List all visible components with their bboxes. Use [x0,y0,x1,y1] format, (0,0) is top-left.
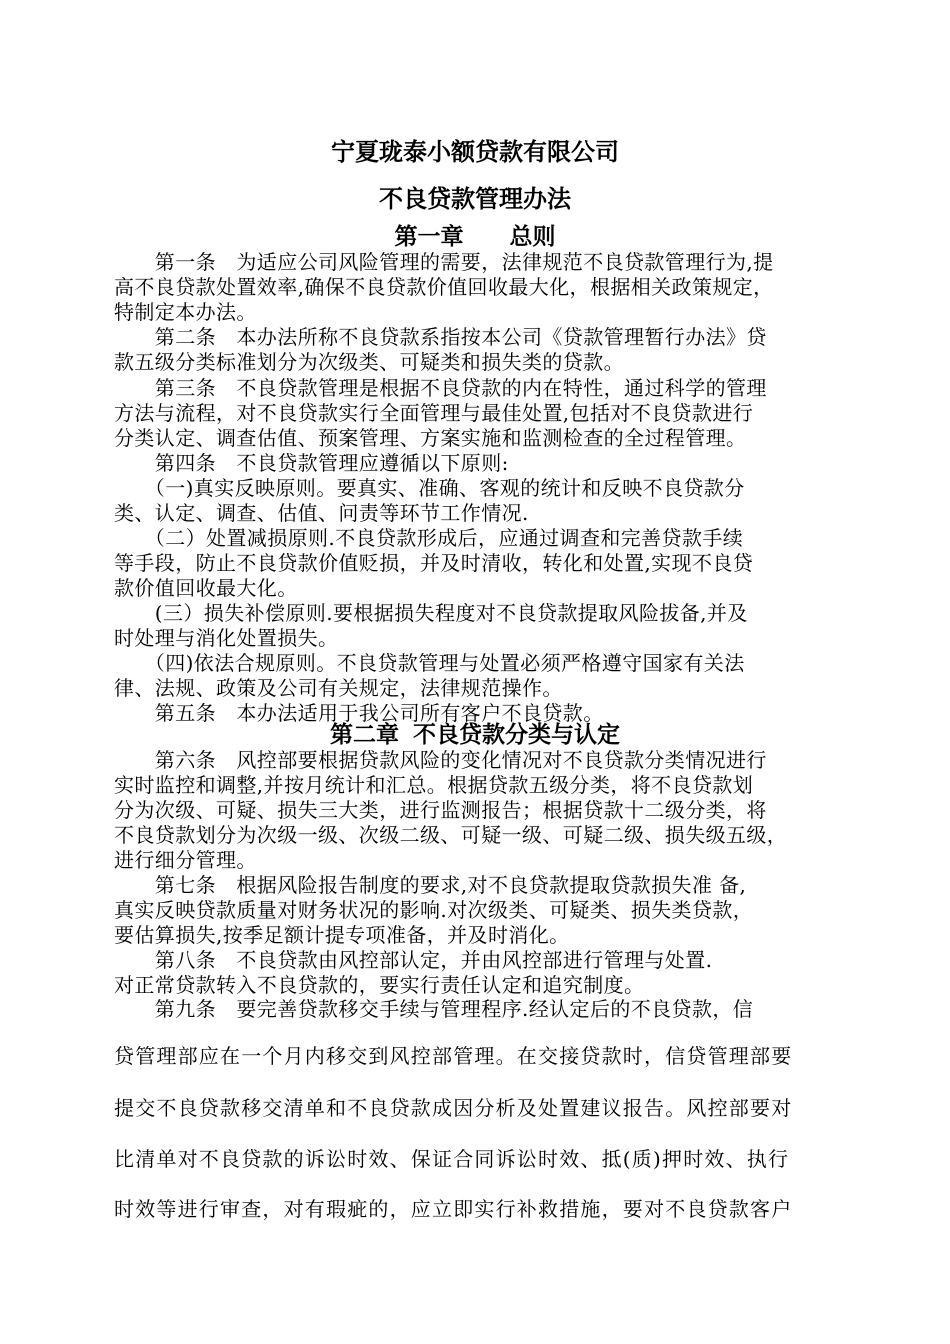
text-line: 贷管理部应在一个月内移交到风控部管理。在交接贷款时，信贷管理部要 [114,1044,793,1068]
text-line: 不良贷款划分为次级一级、次级二级、可疑一级、可疑二级、损失级五级， [114,823,788,847]
text-line: 第六条 风控部要根据贷款风险的变化情况对不良贷款分类情况进行 [114,748,767,772]
chapter-number: 第一章 [394,224,464,250]
text-line: 实时监控和调整,并按月统计和汇总。根据贷款五级分类，将不良贷款划 [114,773,754,797]
text-line: 款五级分类标准划分为次级类、可疑类和损失类的贷款。 [114,350,624,374]
text-line: 律、法规、政策及公司有关规定，法律规范操作。 [114,676,563,700]
text-line: （一)真实反映原则。要真实、准确、客观的统计和反映不良贷款分 [114,476,745,500]
text-line: 对正常贷款转入不良贷款的，要实行责任认定和追究制度。 [114,973,645,997]
text-line: (三）损失补偿原则.要根据损失程度对不良贷款提取风险拔备,并及 [114,601,748,625]
text-line: 进行细分管理。 [114,848,257,872]
text-line: 分类认定、调查估值、预案管理、方案实施和监测检查的全过程管理。 [114,426,747,450]
chapter-name: 总则 [509,224,556,250]
text-line: （二）处置减损原则.不良贷款形成后，应通过调查和完善贷款手续 [114,526,744,550]
text-line: 第一条 为适应公司风险管理的需要，法律规范不良贷款管理行为,提 [114,250,774,274]
text-line: 第七条 根据风险报告制度的要求,对不良贷款提取贷款损失准 备, [114,873,747,897]
chapter-name: 不良贷款分类与认定 [413,722,620,748]
text-line: 款价值回收最大化。 [114,576,298,600]
text-line: 比清单对不良贷款的诉讼时效、保证合同诉讼时效、抵(质)押时效、执行 [114,1147,790,1171]
company-title: 宁夏珑泰小额贷款有限公司 [331,138,619,166]
text-line: 第五条 本办法适用于我公司所有客户不良贷款。 [114,701,604,725]
document-title: 不良贷款管理办法 [379,185,571,213]
text-line: 要估算损失,按季足额计提专项准备，并及时消化。 [114,923,570,947]
text-line: 类、认定、调查、估值、问责等环节工作情况. [114,501,529,525]
chapter-heading-1 [0,224,950,251]
text-line: 第八条 不良贷款由风控部认定，并由风控部进行管理与处置. [114,948,713,972]
text-line: （四)依法合规原则。不良贷款管理与处置必须严格遵守国家有关法 [114,651,745,675]
text-line: 特制定本办法。 [114,300,257,324]
text-line: 第三条 不良贷款管理是根据不良贷款的内在特性，通过科学的管理 [114,376,767,400]
text-line: 方法与流程，对不良贷款实行全面管理与最佳处置,包括对不良贷款进行 [114,401,754,425]
text-line: 第二条 本办法所称不良贷款系指按本公司《贷款管理暂行办法》贷 [114,325,767,349]
text-line: 高不良贷款处置效率,确保不良贷款价值回收最大化，根据相关政策规定， [114,275,774,299]
chapter-number: 第二章 [330,722,399,748]
text-line: 等手段，防止不良贷款价值贬损，并及时清收，转化和处置,实现不良贷 [114,551,754,575]
text-line: 时处理与消化处置损失。 [114,626,339,650]
text-line: 分为次级、可疑、损失三大类，进行监测报告；根据贷款十二级分类，将 [114,798,767,822]
text-line: 第九条 要完善贷款移交手续与管理程序.经认定后的不良贷款，信 [114,997,754,1021]
text-line: 提交不良贷款移交清单和不良贷款成因分析及处置建议报告。风控部要对 [114,1096,793,1120]
text-line: 时效等进行审查，对有瑕疵的，应立即实行补救措施，要对不良贷款客户 [114,1197,793,1221]
text-line: 第四条 不良贷款管理应遵循以下原则: [114,451,509,475]
chapter-heading-2 [0,722,950,749]
text-line: 真实反映贷款质量对财务状况的影响.对次级类、可疑类、损失类贷款， [114,898,754,922]
